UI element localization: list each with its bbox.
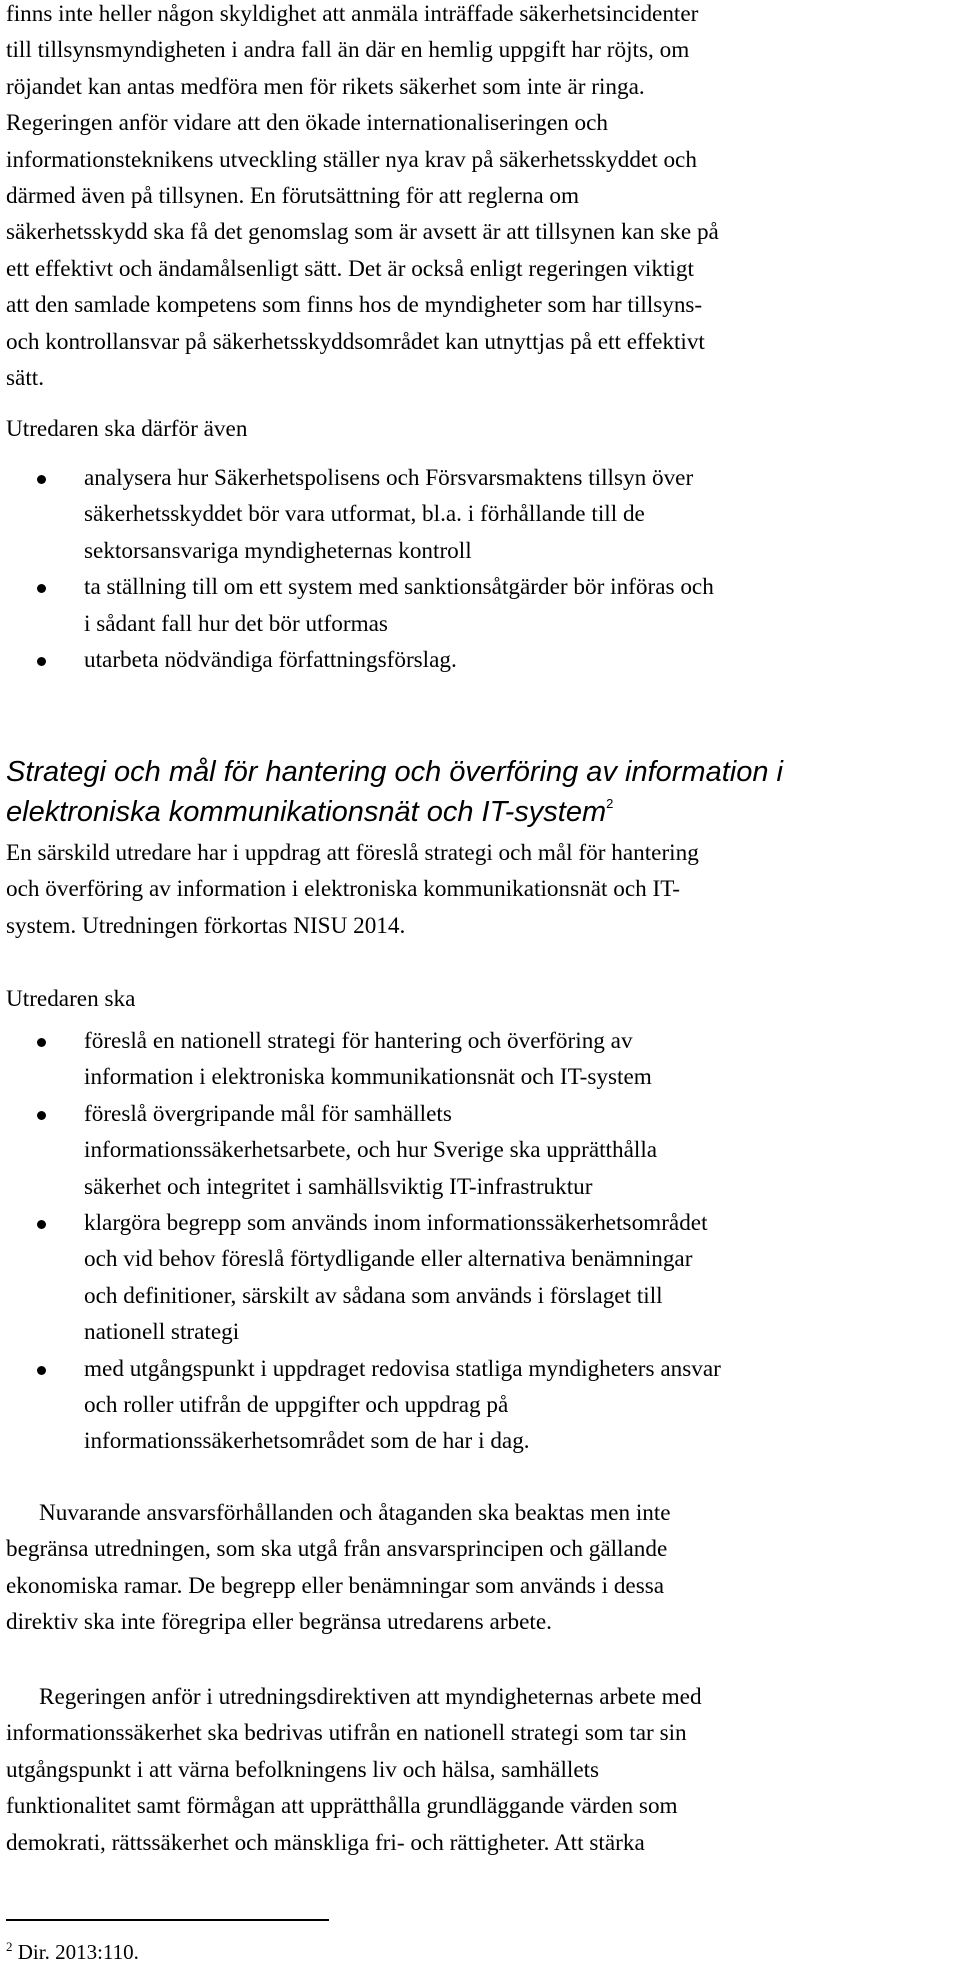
section2-lead: Utredaren ska — [6, 986, 136, 1012]
heading-line: Strategi och mål för hantering och överföring av information i — [6, 756, 783, 788]
bullet-icon — [37, 1111, 46, 1120]
list-item — [0, 460, 714, 569]
footnote-marker: 2 — [6, 1939, 13, 1954]
text-line: i sådant fall hur det bör utformas — [84, 610, 388, 637]
text-line: informationssäkerhet ska bedrivas utifrån en nationell strategi som tar sin — [6, 1720, 687, 1747]
section2-paragraph — [6, 835, 699, 944]
bullet-icon — [37, 1220, 46, 1229]
text-line: och definitioner, särskilt av sådana som används i förslaget till — [84, 1282, 663, 1309]
list-item — [0, 569, 714, 642]
text-line: och kontrollansvar på säkerhetsskyddsområdet kan utnyttjas på ett effektivt — [6, 328, 705, 355]
text-line: säkerhetsskydd ska få det genomslag som är avsett är att tillsynen kan ske på — [6, 219, 719, 246]
list-item — [0, 1023, 721, 1096]
text-line: röjandet kan antas medföra men för rikets säkerhet som inte är ringa. — [6, 73, 645, 100]
text-line: system. Utredningen förkortas NISU 2014. — [6, 912, 406, 939]
text-line: direktiv ska inte föregripa eller begränsa utredarens arbete. — [6, 1609, 552, 1636]
text-line: säkerhetsskyddet bör vara utformat, bl.a. i förhållande till de — [84, 501, 645, 528]
text-line: därmed även på tillsynen. En förutsättning för att reglerna om — [6, 183, 580, 210]
text-line: utgångspunkt i att värna befolkningens liv och hälsa, samhällets — [6, 1756, 600, 1783]
section2-bullet-list — [0, 1023, 721, 1460]
text-line: information i elektroniska kommunikationsnät och IT-system — [84, 1064, 652, 1091]
bullet-icon — [37, 1366, 46, 1375]
footnote-reference: 2 — [606, 796, 614, 811]
footnote — [6, 1934, 139, 1965]
text-line: demokrati, rättssäkerhet och mänskliga fri- och rättigheter. Att stärka — [6, 1829, 645, 1856]
text-line: finns inte heller någon skyldighet att anmäla inträffade säkerhetsincidenter — [6, 1, 699, 27]
text-line: ekonomiska ramar. De begrepp eller benämningar som används i dessa — [6, 1572, 665, 1599]
text-line: att den samlade kompetens som finns hos de myndigheter som har tillsyns- — [6, 292, 703, 319]
bullet-icon — [37, 1038, 46, 1047]
bullet-icon — [37, 475, 46, 484]
text-line: utarbeta nödvändiga författningsförslag. — [84, 647, 457, 674]
intro-paragraph — [6, 0, 719, 396]
text-line: Nuvarande ansvarsförhållanden och åtaganden ska beaktas men inte — [39, 1500, 671, 1526]
footnote-text: Dir. 2013:110. — [12, 1940, 139, 1964]
text-line: föreslå övergripande mål för samhällets — [84, 1100, 452, 1127]
list-item — [0, 1096, 721, 1205]
text-line: till tillsynsmyndigheten i andra fall än där en hemlig uppgift har röjts, om — [6, 37, 690, 64]
text-line: analysera hur Säkerhetspolisens och Försvarsmaktens tillsyn över — [84, 465, 694, 491]
text-line: En särskild utredare har i uppdrag att föreslå strategi och mål för hantering — [6, 840, 699, 866]
text-line: med utgångspunkt i uppdraget redovisa statliga myndigheters ansvar — [84, 1355, 721, 1382]
text-line: ta ställning till om ett system med sanktionsåtgärder bör införas och — [84, 574, 714, 601]
text-line: begränsa utredningen, som ska utgå från ansvarsprincipen och gällande — [6, 1536, 668, 1563]
text-line: sätt. — [6, 365, 44, 392]
text-line: sektorsansvariga myndigheternas kontroll — [84, 537, 472, 564]
text-line: säkerhet och integritet i samhällsviktig IT-infrastruktur — [84, 1173, 593, 1200]
text-line: informationssäkerhetsarbete, och hur Sverige ska upprätthålla — [84, 1137, 658, 1164]
text-line: klargöra begrepp som används inom informationssäkerhetsområdet — [84, 1210, 708, 1237]
text-line: informationssäkerhetsområdet som de har i dag. — [84, 1428, 530, 1455]
text-line: funktionalitet samt förmågan att upprätthålla grundläggande värden som — [6, 1793, 678, 1820]
section2-paragraph-3 — [6, 1679, 702, 1861]
list-item — [0, 1205, 721, 1351]
section1-lead: Utredaren ska därför även — [6, 416, 248, 442]
bullet-icon — [37, 657, 46, 666]
text-line: och roller utifrån de uppgifter och uppdrag på — [84, 1392, 509, 1419]
text-line: föreslå en nationell strategi för hantering och överföring av — [84, 1028, 633, 1054]
section1-bullet-list — [0, 460, 714, 678]
section2-paragraph-2 — [6, 1495, 671, 1641]
text-line: och överföring av information i elektroniska kommunikationsnät och IT- — [6, 876, 680, 903]
text-line: och vid behov föreslå förtydligande eller alternativa benämningar — [84, 1246, 693, 1273]
text-line: Regeringen anför vidare att den ökade internationaliseringen och — [6, 110, 608, 137]
list-item — [0, 642, 714, 678]
heading-line-text: elektroniska kommunikationsnät och IT-system — [6, 796, 607, 828]
list-item — [0, 1351, 721, 1460]
footnote-divider — [6, 1919, 329, 1921]
text-line: Regeringen anför i utredningsdirektiven att myndigheternas arbete med — [39, 1684, 702, 1710]
section-heading — [6, 756, 783, 828]
text-line: informationsteknikens utveckling ställer nya krav på säkerhetsskyddet och — [6, 146, 697, 173]
bullet-icon — [37, 584, 46, 593]
text-line: nationell strategi — [84, 1319, 240, 1346]
text-line: ett effektivt och ändamålsenligt sätt. Det är också enligt regeringen viktigt — [6, 255, 694, 282]
heading-line-2 — [6, 788, 783, 828]
